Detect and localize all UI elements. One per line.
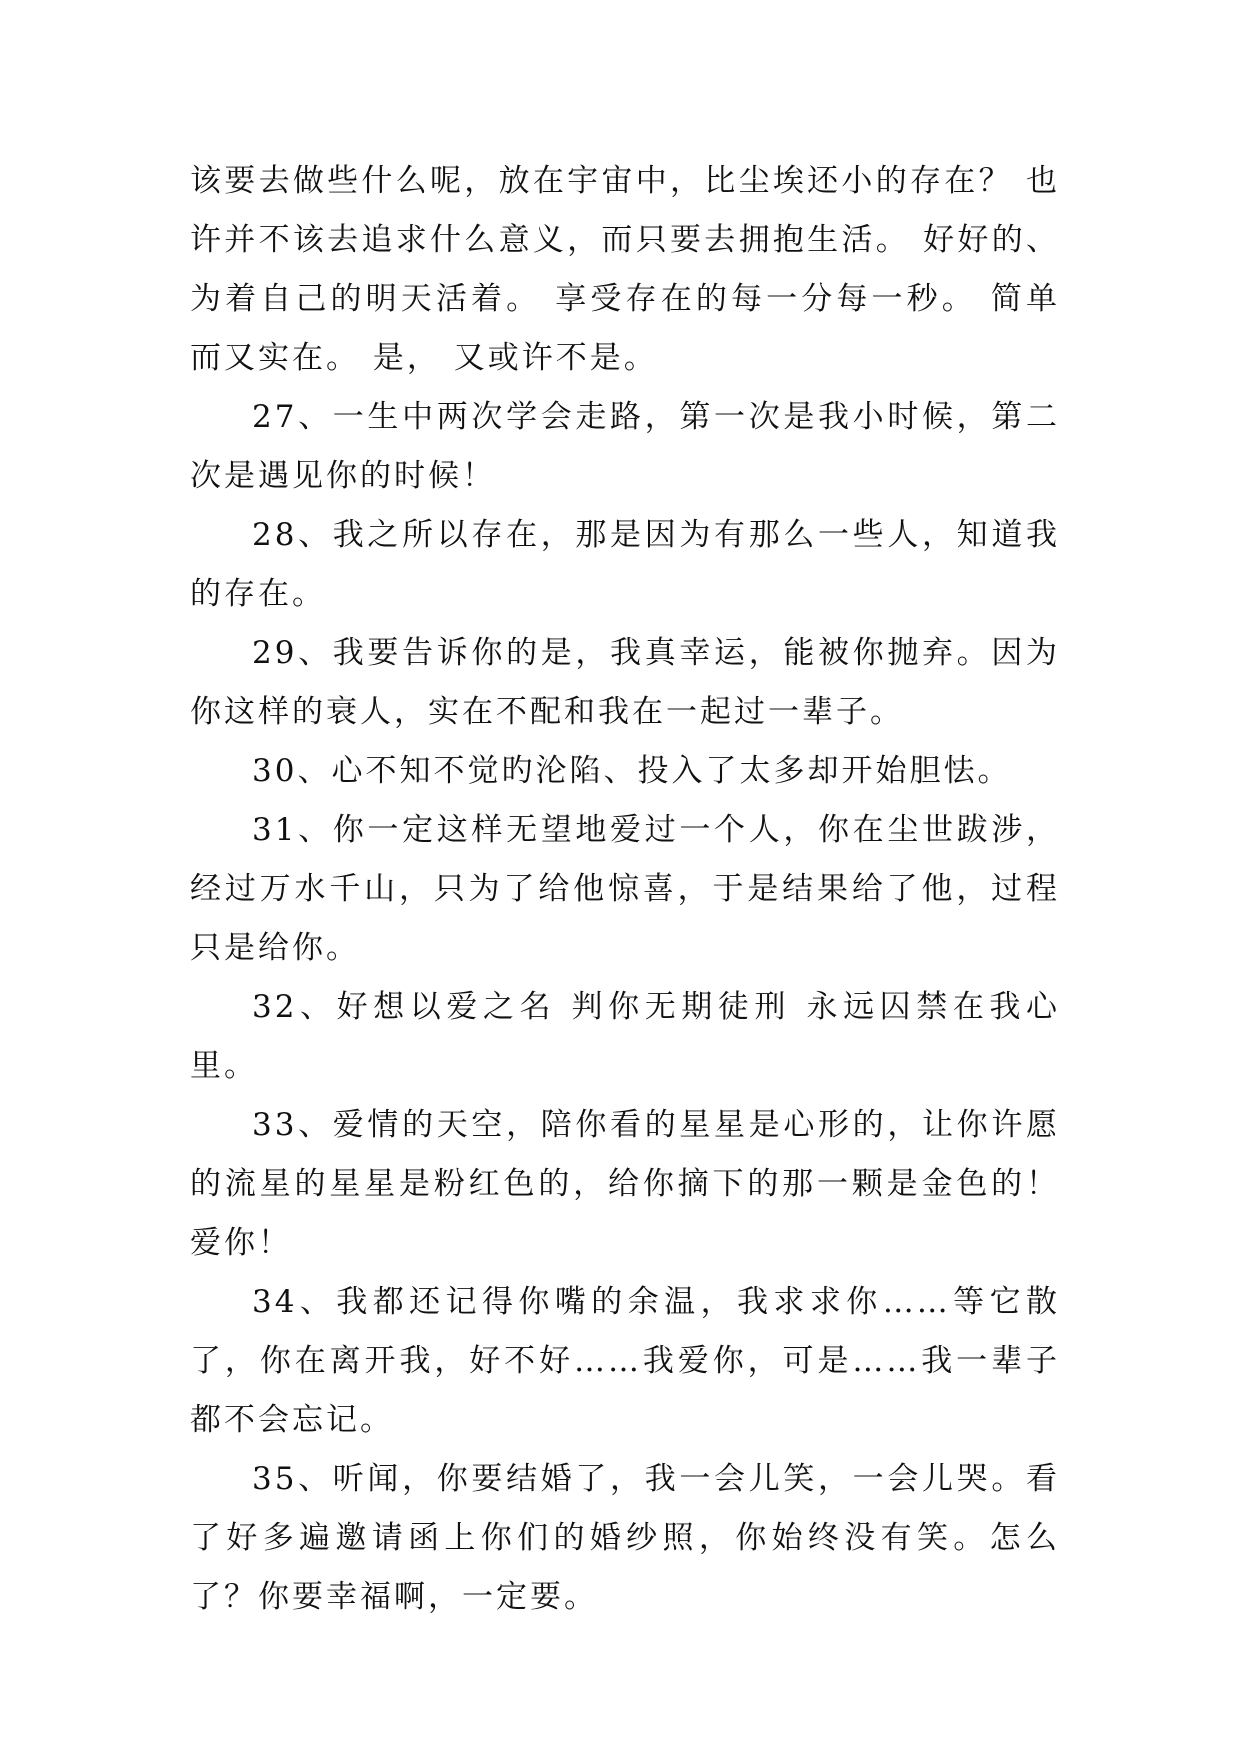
- paragraph-27: 27、一生中两次学会走路，第一次是我小时候，第二次是遇见你的时候！: [190, 399, 1060, 494]
- paragraph-28: 28、我之所以存在，那是因为有那么一些人，知道我的存在。: [190, 517, 1060, 612]
- paragraph-35: 35、听闻，你要结婚了，我一会儿笑，一会儿哭。看了好多遍邀请函上你们的婚纱照，你始终没有笑。怎么了？你要幸福啊，一定要。: [190, 1461, 1060, 1615]
- paragraph-continuation: 该要去做些什么呢，放在宇宙中，比尘埃还小的存在？ 也许并不该去追求什么意义，而只要去拥抱生活。 好好的、为着自己的明天活着。 享受存在的每一分每一秒。 简单而又实在。 是， 又或许不是。: [190, 163, 1060, 376]
- document-page: [190, 152, 1060, 1627]
- paragraph-34: 34、我都还记得你嘴的余温，我求求你……等它散了，你在离开我，好不好……我爱你，可是……我一辈子都不会忘记。: [190, 1284, 1060, 1438]
- paragraph-29: 29、我要告诉你的是，我真幸运，能被你抛弃。因为你这样的衰人，实在不配和我在一起过一辈子。: [190, 635, 1060, 730]
- paragraph-31: 31、你一定这样无望地爱过一个人，你在尘世跋涉，经过万水千山，只为了给他惊喜，于是结果给了他，过程只是给你。: [190, 812, 1060, 966]
- paragraph-33: 33、爱情的天空，陪你看的星星是心形的，让你许愿的流星的星星是粉红色的，给你摘下的那一颗是金色的！爱你！: [190, 1107, 1060, 1261]
- paragraph-30: 30、心不知不觉旳沦陷、投入了太多却开始胆怯。: [252, 753, 1012, 789]
- paragraph-32: 32、好想以爱之名 判你无期徒刑 永远囚禁在我心里。: [190, 989, 1060, 1084]
